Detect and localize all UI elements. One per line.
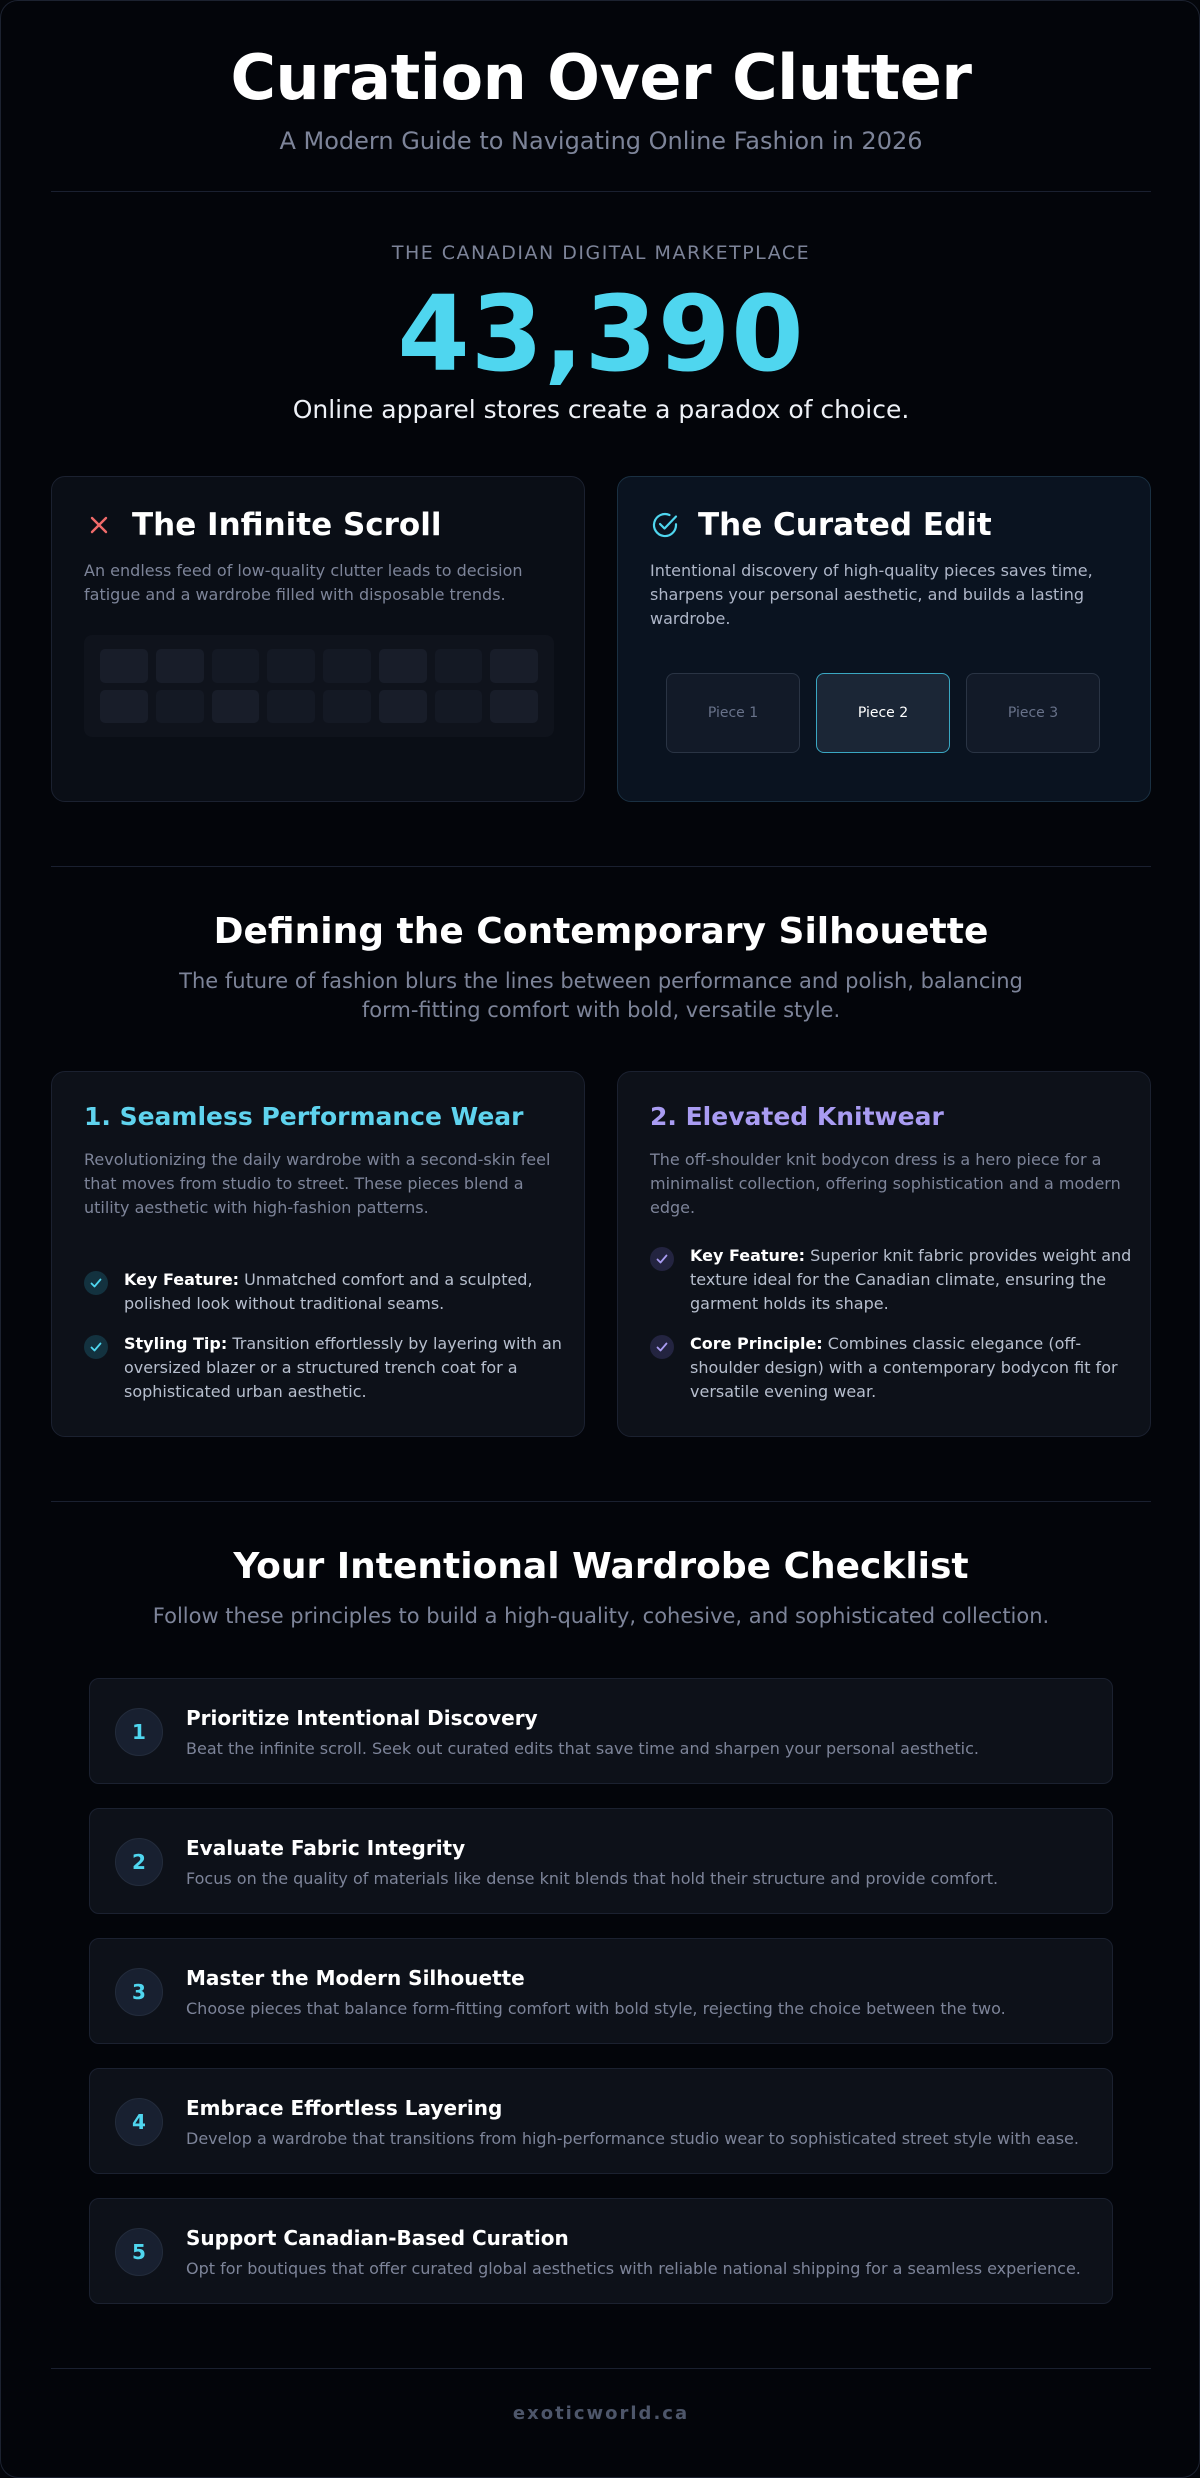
feed-tile [490, 690, 538, 724]
checklist-item [89, 1938, 1113, 2044]
feature-bullet [650, 1332, 1140, 1404]
feed-tile [379, 690, 427, 724]
feature-card-performance [51, 1071, 585, 1437]
feed-tile [156, 649, 204, 683]
feed-tile [435, 649, 483, 683]
feature-description: Revolutionizing the daily wardrobe with a second-skin feel that moves from studio to street. These pieces blend a utility aesthetic with high-fashion patterns. [84, 1150, 551, 1217]
page-title: Curation Over Clutter [230, 41, 972, 114]
checklist-item-title: Master the Modern Silhouette [186, 1966, 525, 1990]
checklist-item [89, 1678, 1113, 1784]
footer-domain: exoticworld.ca [512, 2403, 690, 2424]
piece-card-selected[interactable]: Piece 2 [816, 673, 950, 753]
step-number: 3 [115, 1968, 163, 2016]
checklist-item [89, 1808, 1113, 1914]
divider [51, 2368, 1151, 2369]
curated-edit-title: The Curated Edit [698, 507, 992, 543]
checklist-item [89, 2068, 1113, 2174]
feed-tile [435, 690, 483, 724]
feature-bullet [84, 1268, 574, 1316]
step-number: 4 [115, 2098, 163, 2146]
stat-caption: Online apparel stores create a paradox of choice. [292, 395, 910, 424]
page-subtitle: A Modern Guide to Navigating Online Fashion in 2026 [279, 127, 923, 155]
checklist-item-title: Evaluate Fabric Integrity [186, 1836, 466, 1860]
step-number: 2 [115, 1838, 163, 1886]
scroll-feed-grid [84, 635, 554, 737]
feed-tile [490, 649, 538, 683]
infinite-scroll-description: An endless feed of low-quality clutter leads to decision fatigue and a wardrobe filled with disposable trends. [84, 561, 523, 604]
checklist-item-description: Develop a wardrobe that transitions from high-performance studio wear to sophisticated street style with ease. [186, 2129, 1079, 2148]
check-icon [650, 1247, 674, 1271]
checklist-item-description: Opt for boutiques that offer curated global aesthetics with reliable national shipping for a seamless experience. [186, 2259, 1081, 2278]
checklist-item-description: Focus on the quality of materials like dense knit blends that hold their structure and provide comfort. [186, 1869, 999, 1888]
infinite-scroll-title: The Infinite Scroll [132, 507, 442, 543]
divider [51, 866, 1151, 867]
checklist-item-title: Support Canadian-Based Curation [186, 2226, 569, 2250]
stat-number: 43,390 [397, 273, 805, 395]
feed-tile [323, 690, 371, 724]
checklist-item-description: Beat the infinite scroll. Seek out curated edits that save time and sharpen your personal aesthetic. [186, 1739, 980, 1758]
check-icon [84, 1271, 108, 1295]
curated-pieces [666, 673, 1100, 753]
checklist-title: Your Intentional Wardrobe Checklist [233, 1546, 969, 1587]
feed-tile [212, 649, 260, 683]
feature-title: 2. Elevated Knitwear [650, 1102, 944, 1131]
feature-card-knitwear [617, 1071, 1151, 1437]
feed-tile [267, 649, 315, 683]
bullet-label: Styling Tip: [124, 1334, 228, 1353]
infinite-scroll-card [51, 476, 585, 802]
x-icon [84, 510, 114, 540]
step-number: 1 [115, 1708, 163, 1756]
feed-tile [156, 690, 204, 724]
checklist-item-title: Prioritize Intentional Discovery [186, 1706, 538, 1730]
bullet-label: Core Principle: [690, 1334, 823, 1353]
piece-card[interactable]: Piece 3 [966, 673, 1100, 753]
stat-kicker: THE CANADIAN DIGITAL MARKETPLACE [391, 242, 811, 264]
piece-card[interactable]: Piece 1 [666, 673, 800, 753]
silhouette-subtitle: The future of fashion blurs the lines between performance and polish, balancing form-fitting comfort with bold, versatile style. [179, 969, 1023, 1022]
divider [51, 1501, 1151, 1502]
feed-tile [100, 649, 148, 683]
bullet-text: Unmatched comfort and a sculpted, polished look without traditional seams. [124, 1270, 533, 1313]
feed-tile [323, 649, 371, 683]
checklist-item-title: Embrace Effortless Layering [186, 2096, 503, 2120]
curated-edit-card [617, 476, 1151, 802]
divider [51, 191, 1151, 192]
check-circle-icon [650, 510, 680, 540]
check-icon [650, 1335, 674, 1359]
feed-tile [379, 649, 427, 683]
step-number: 5 [115, 2228, 163, 2276]
checklist-item [89, 2198, 1113, 2304]
feature-bullet [650, 1244, 1140, 1316]
feed-tile [267, 690, 315, 724]
bullet-text: Transition effortlessly by layering with an oversized blazer or a structured trench coat for a sophisticated urban aesthetic. [124, 1334, 562, 1401]
feature-bullet [84, 1332, 574, 1404]
silhouette-title: Defining the Contemporary Silhouette [213, 911, 989, 952]
feature-description: The off-shoulder knit bodycon dress is a hero piece for a minimalist collection, offering sophistication and a modern edge. [650, 1150, 1121, 1217]
feed-tile [100, 690, 148, 724]
bullet-label: Key Feature: [124, 1270, 240, 1289]
bullet-text: Superior knit fabric provides weight and texture ideal for the Canadian climate, ensuring the garment holds its shape. [690, 1246, 1132, 1313]
checklist-item-description: Choose pieces that balance form-fitting comfort with bold style, rejecting the choice between the two. [186, 1999, 1006, 2018]
checklist-subtitle: Follow these principles to build a high-quality, cohesive, and sophisticated collection. [152, 1604, 1050, 1628]
bullet-text: Combines classic elegance (off-shoulder design) with a contemporary bodycon fit for versatile evening wear. [690, 1334, 1118, 1401]
check-icon [84, 1335, 108, 1359]
feature-title: 1. Seamless Performance Wear [84, 1102, 524, 1131]
curated-edit-description: Intentional discovery of high-quality pieces saves time, sharpens your personal aesthetic, and builds a lasting wardrobe. [650, 561, 1093, 628]
bullet-label: Key Feature: [690, 1246, 806, 1265]
feed-tile [212, 690, 260, 724]
